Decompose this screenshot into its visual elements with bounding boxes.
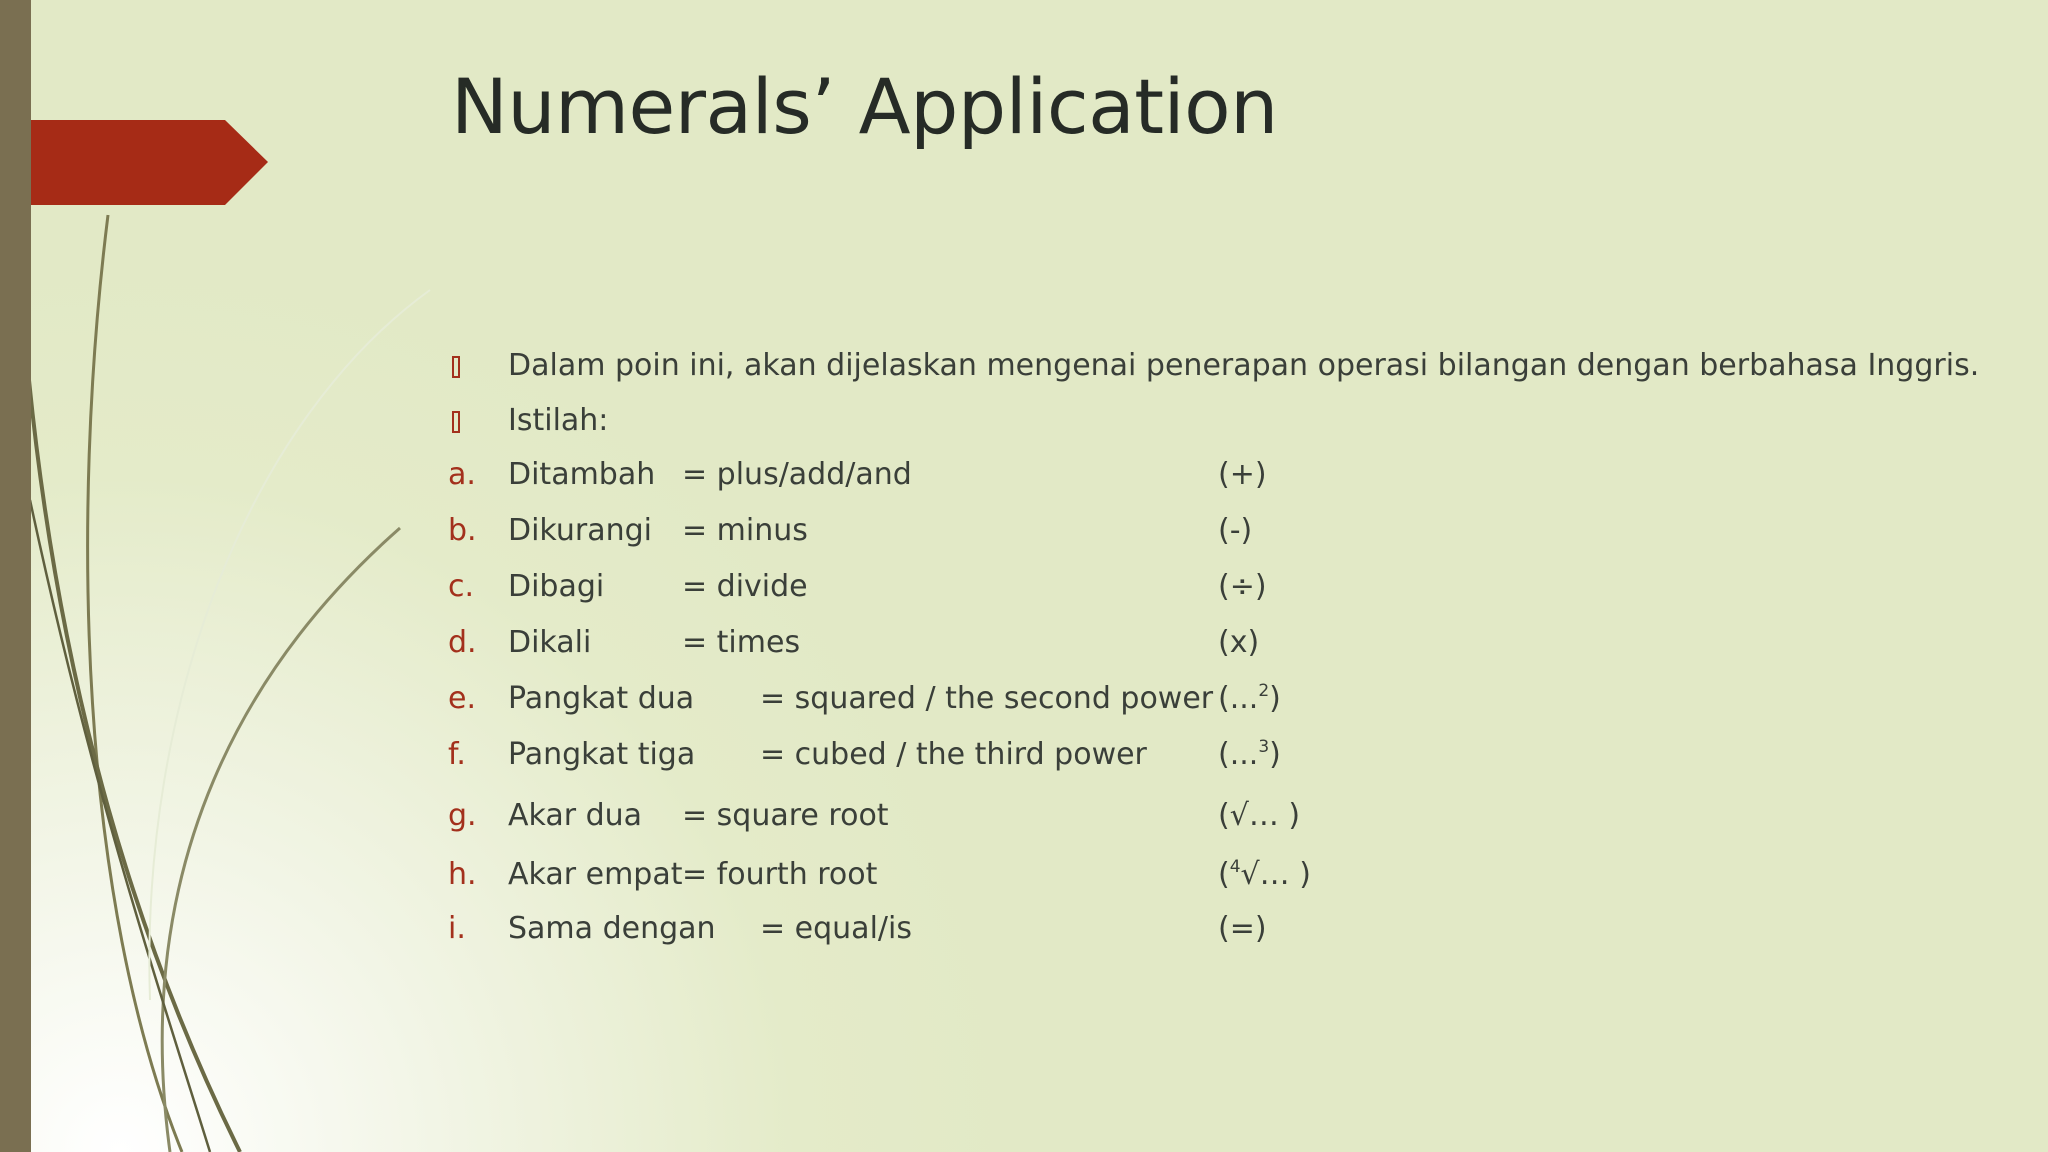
symbol-superscript: 2 [1258, 681, 1270, 701]
bullet-text: Istilah: [508, 403, 609, 438]
symbol-open: (... [1218, 681, 1259, 716]
list-marker: h. [448, 857, 477, 892]
list-marker: b. [448, 513, 477, 548]
symbol-close: ) [1269, 681, 1281, 716]
term-name: Akar dua [508, 798, 643, 833]
list-marker: f. [448, 737, 466, 772]
term-name: Sama dengan [508, 911, 716, 946]
term-meaning: = square root [682, 798, 889, 833]
term-name: Dikali [508, 625, 592, 660]
term-symbol [1218, 681, 1281, 716]
list-marker: g. [448, 798, 477, 833]
grass-blade-2 [28, 370, 240, 1152]
square-root-symbol: (√… ) [1218, 798, 1301, 833]
term-name: Dikurangi [508, 513, 653, 548]
term-symbol: (x) [1218, 625, 1260, 660]
term-meaning: = times [682, 625, 801, 660]
bullet-text: Dalam poin ini, akan dijelaskan mengenai penerapan operasi bilangan dengan berbahasa Inggris. [508, 348, 1980, 383]
term-meaning: = equal/is [760, 911, 912, 946]
list-marker: e. [448, 681, 476, 716]
list-marker: d. [448, 625, 477, 660]
list-marker: a. [448, 457, 476, 492]
term-symbol [1218, 737, 1281, 772]
term-symbol: (+) [1218, 457, 1267, 492]
red-arrow-banner [0, 120, 268, 205]
slide-content [448, 0, 2008, 1152]
term-symbol: (-) [1218, 513, 1253, 548]
term-name: Ditambah [508, 457, 656, 492]
term-meaning: = cubed / the third power [760, 737, 1147, 772]
term-meaning: = minus [682, 513, 808, 548]
square-bullet-icon [452, 356, 460, 378]
symbol-open: (... [1218, 737, 1259, 772]
term-meaning: = fourth root [682, 857, 878, 892]
symbol-superscript: 3 [1258, 737, 1270, 757]
list-marker: i. [448, 911, 466, 946]
term-symbol: (=) [1218, 911, 1267, 946]
grass-blade-4 [30, 500, 210, 1152]
term-meaning: = plus/add/and [682, 457, 912, 492]
term-meaning: = squared / the second power [760, 681, 1214, 716]
square-bullet-icon [452, 411, 460, 433]
term-symbol: (÷) [1218, 569, 1267, 604]
fourth-root-symbol: ($^4$√… ) [1218, 857, 1311, 892]
list-marker: c. [448, 569, 475, 604]
term-name: Pangkat tiga [508, 737, 696, 772]
slide-title: Numerals’ Application [451, 62, 1278, 151]
term-meaning: = divide [682, 569, 808, 604]
root-body: √… ) [1240, 857, 1311, 892]
root-index: 4 [1229, 857, 1241, 877]
term-name: Dibagi [508, 569, 605, 604]
symbol-close: ) [1269, 737, 1281, 772]
term-name: Pangkat dua [508, 681, 695, 716]
side-bar [0, 0, 31, 1152]
grass-blade-1 [88, 215, 182, 1152]
term-name: Akar empat [508, 857, 683, 892]
